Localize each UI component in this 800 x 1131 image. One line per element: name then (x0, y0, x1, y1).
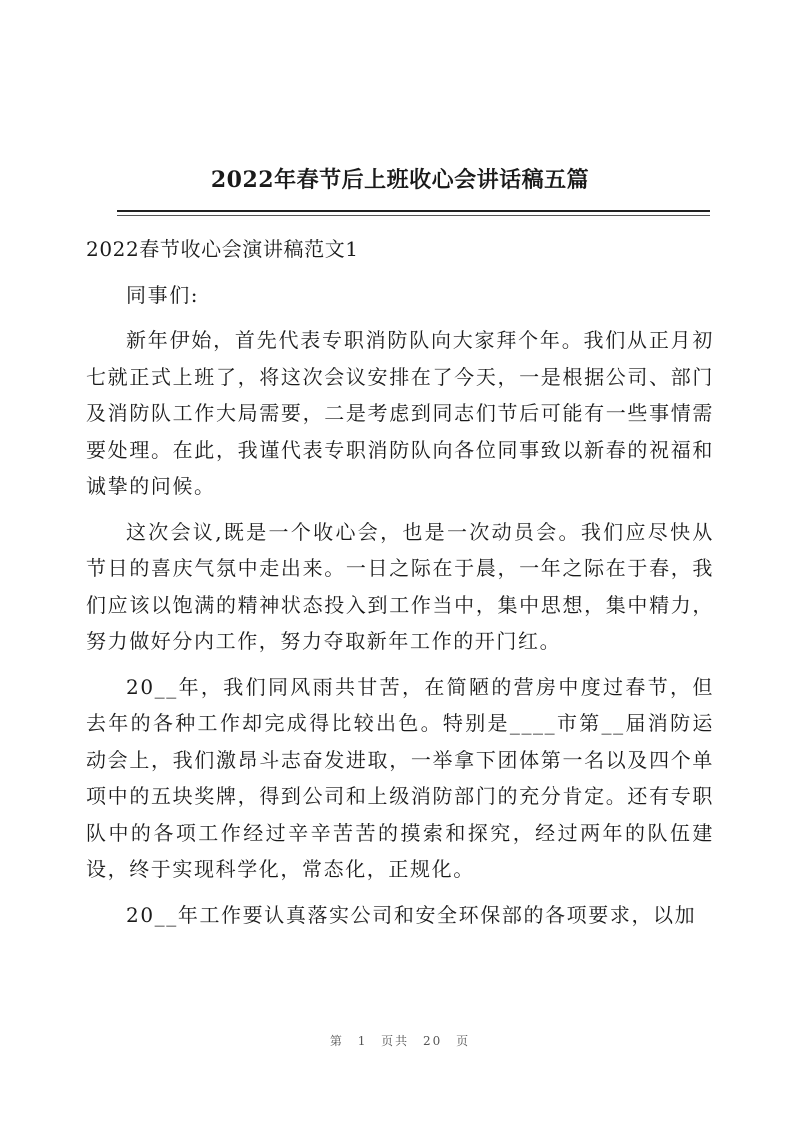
title-divider-thick (117, 210, 710, 212)
paragraph-4: 20__年工作要认真落实公司和安全环保部的各项要求，以加 (126, 902, 697, 927)
footer-page-number: 1 (357, 1034, 368, 1048)
section-heading: 2022春节收心会演讲稿范文1 (86, 237, 359, 261)
footer-total-pages: 20 (423, 1034, 443, 1048)
title-divider-thin (117, 215, 710, 216)
footer-page-suffix: 页 (456, 1034, 471, 1048)
document-title: 2022年春节后上班收心会讲话稿五篇 (210, 167, 590, 193)
footer-page-mid: 页共 (381, 1034, 410, 1048)
paragraph-3: 20__年，我们同风雨共甘苦，在简陋的营房中度过春节，但去年的各种工作却完成得比较出色。特别是____市第__届消防运动会上，我们激昂斗志奋发进取，一举拿下团体第一名以及四个单项中的五块奖牌，得到公司和上级消防部门的充分肯定。还有专职队中的各项工作经过辛辛苦苦的摸索和探究，经过两年的队伍建设，终于实现科学化，常态化，正规化。 (86, 674, 714, 881)
paragraph-1: 新年伊始，首先代表专职消防队向大家拜个年。我们从正月初七就正式上班了，将这次会议安排在了今天，一是根据公司、部门及消防队工作大局需要，二是考虑到同志们节后可能有一些事情需要处理。在此，我谨代表专职消防队向各位同事致以新春的祝福和诚挚的问候。 (86, 328, 714, 498)
page-footer (0, 1032, 800, 1049)
paragraph-2: 这次会议,既是一个收心会，也是一次动员会。我们应尽快从节日的喜庆气氛中走出来。一日之际在于晨，一年之际在于春，我们应该以饱满的精神状态投入到工作当中，集中思想，集中精力，努力做好分内工作，努力夺取新年工作的开门红。 (86, 519, 714, 653)
document-body (86, 231, 714, 942)
footer-page-label: 第 (329, 1034, 344, 1048)
salutation: 同事们: (126, 282, 200, 307)
